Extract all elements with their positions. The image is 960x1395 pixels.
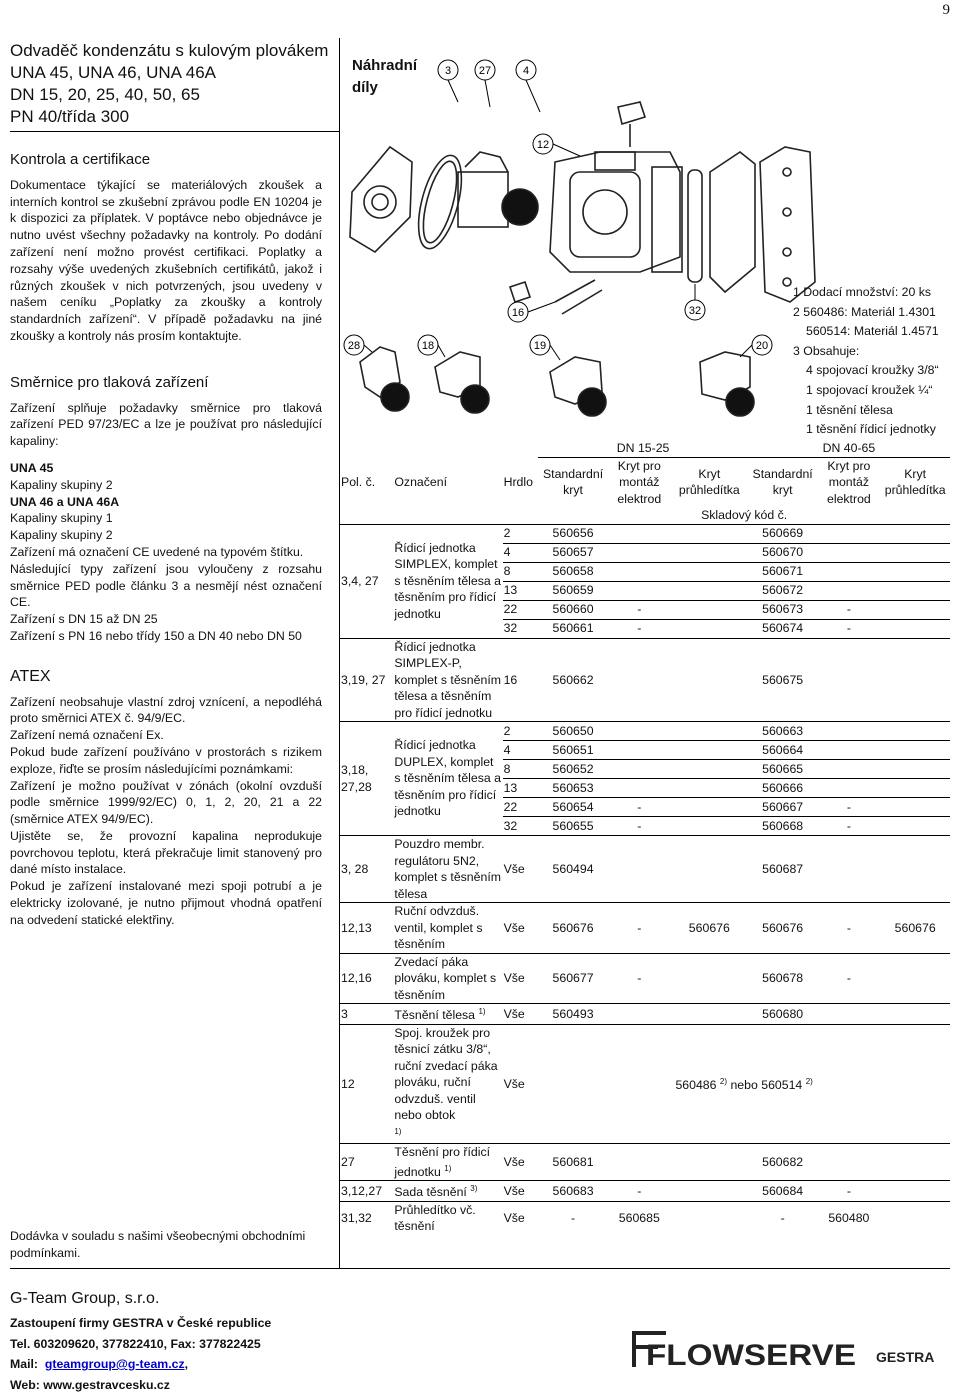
code-cell <box>817 562 880 581</box>
code-cell <box>608 760 671 779</box>
code-cell <box>671 798 748 817</box>
spare-parts-heading: Náhradní díly <box>352 55 432 99</box>
code-cell: - <box>817 1181 880 1202</box>
code-cell: 560650 <box>538 722 608 741</box>
neck-cell: 13 <box>503 779 539 798</box>
code-cell <box>880 1201 950 1235</box>
code-cell: - <box>608 817 671 836</box>
code-cell: - <box>817 903 880 954</box>
code-cell: 560652 <box>538 760 608 779</box>
fluid-group: Kapaliny skupiny 1 <box>10 510 322 527</box>
code-cell <box>880 638 950 722</box>
flowserve-logo: FLOWSERVE <box>646 1339 856 1372</box>
code-cell: 560677 <box>538 953 608 1004</box>
note-line: 1 těsnění tělesa <box>793 401 939 421</box>
atex-text: Zařízení je možno používat v zónách (okolní ovzduší podle směrnice 1999/92/EC) 0, 1, 2, 20, 21 a 22 (směrnice ATEX 94/9/EC). <box>10 778 322 828</box>
code-cell <box>880 1144 950 1181</box>
code-cell <box>817 760 880 779</box>
code-cell <box>880 836 950 903</box>
header-cell: Kryt průhledítka <box>880 457 950 507</box>
code-cell: - <box>538 1201 608 1235</box>
code-cell: 560493 <box>538 1004 608 1025</box>
note-line: 1 spojovací kroužek ¼“ <box>793 381 939 401</box>
neck-cell: 8 <box>503 562 539 581</box>
position-cell: 12,13 <box>340 903 393 954</box>
code-cell: 560657 <box>538 543 608 562</box>
header-cell: Pol. č. <box>340 457 393 507</box>
code-cell: 560662 <box>538 638 608 722</box>
diagram-label: 3 <box>445 65 451 77</box>
code-cell: 560674 <box>748 619 818 638</box>
footer-company: G-Team Group, s.r.o. <box>10 1290 159 1308</box>
note-line: 2 560486: Materiál 1.4301 <box>793 303 939 323</box>
code-cell <box>817 581 880 600</box>
code-cell <box>608 779 671 798</box>
code-cell: 560656 <box>538 524 608 543</box>
code-cell: 560676 <box>880 903 950 954</box>
pn-range-text: Zařízení s PN 16 nebo třídy 150 a DN 40 nebo DN 50 <box>10 628 322 645</box>
code-cell <box>817 1144 880 1181</box>
table-row <box>340 953 950 1004</box>
designation-cell <box>393 722 502 836</box>
dn-range-text: Zařízení s DN 15 až DN 25 <box>10 611 322 628</box>
code-cell: - <box>817 600 880 619</box>
code-cell <box>671 1181 748 1202</box>
code-cell <box>880 600 950 619</box>
footnote-ref: 1) <box>478 1007 485 1016</box>
footnote-ref: 3) <box>470 1184 477 1193</box>
code-cell: - <box>817 953 880 1004</box>
code-cell <box>671 619 748 638</box>
code-cell: 560681 <box>538 1144 608 1181</box>
code-cell: 560654 <box>538 798 608 817</box>
designation-cell <box>393 903 502 954</box>
page-number: 9 <box>943 2 951 19</box>
control-heading: Kontrola a certifikace <box>10 152 322 169</box>
neck-cell: Vše <box>503 1181 539 1202</box>
position-cell: 3,18, 27,28 <box>340 722 393 836</box>
atex-text: Ujistěte se, že provozní kapalina neprodukuje povrchovou teplotu, která překračuje limit stanovený pro dané místo instalace. <box>10 828 322 878</box>
code-cell <box>817 722 880 741</box>
code-cell: 560658 <box>538 562 608 581</box>
neck-cell: 16 <box>503 638 539 722</box>
table-row <box>340 836 950 903</box>
code-cell: 560668 <box>748 817 818 836</box>
mail-label: Mail: <box>10 1357 38 1371</box>
atex-heading: ATEX <box>10 669 322 686</box>
header-cell: Standardní kryt <box>538 457 608 507</box>
designation-text: Řídicí jednotka DUPLEX, komplet s těsněním tělesa a těsněním pro řídicí jednotku <box>394 738 501 818</box>
code-text: 560486 <box>675 1078 716 1092</box>
code-cell <box>671 722 748 741</box>
code-cell <box>608 741 671 760</box>
code-cell <box>608 581 671 600</box>
code-cell: 560667 <box>748 798 818 817</box>
designation-cell <box>393 1144 502 1181</box>
footer-mail-line: Mail: gteamgroup@g-team.cz, <box>10 1354 271 1375</box>
table-row <box>340 1024 950 1144</box>
table-header-row <box>340 440 950 457</box>
header-cell: Kryt pro montáž elektrod <box>817 457 880 507</box>
position-cell: 3 <box>340 1004 393 1025</box>
code-cell: 560665 <box>748 760 818 779</box>
atex-text: Pokud bude zařízení používáno v prostorách s rizikem exploze, řiďte se prosím následujícími poznámkami: <box>10 744 322 778</box>
diagram-label: 32 <box>689 305 701 317</box>
neck-cell: Vše <box>503 1004 539 1025</box>
neck-cell: 13 <box>503 581 539 600</box>
code-cell: 560676 <box>748 903 818 954</box>
code-cell <box>608 562 671 581</box>
code-cell <box>671 1201 748 1235</box>
designation-cell <box>393 638 502 722</box>
code-cell <box>671 581 748 600</box>
code-cell: 560673 <box>748 600 818 619</box>
designation-text: Zvedací páka plováku, komplet s těsněním <box>394 955 496 1002</box>
footer-divider <box>10 1268 950 1269</box>
code-cell: - <box>608 619 671 638</box>
code-cell: - <box>817 619 880 638</box>
fluid-group: Kapaliny skupiny 2 <box>10 477 322 494</box>
code-cell: 560666 <box>748 779 818 798</box>
code-cell <box>817 524 880 543</box>
designation-text: Řídicí jednotka SIMPLEX-P, komplet s těsněním tělesa a těsněním pro řídicí jednotku <box>394 640 501 720</box>
code-cell <box>880 798 950 817</box>
footer-web[interactable]: Web: www.gestravcesku.cz <box>10 1375 271 1395</box>
code-cell <box>608 524 671 543</box>
designation-cell <box>393 1201 502 1235</box>
header-spacer <box>340 507 538 524</box>
footer-rep: Zastoupení firmy GESTRA v České republice <box>10 1313 271 1334</box>
code-cell: 560676 <box>538 903 608 954</box>
code-cell: 560685 <box>608 1201 671 1235</box>
designation-text: Těsnění tělesa <box>394 1008 475 1022</box>
table-row <box>340 722 950 741</box>
table-row <box>340 1144 950 1181</box>
code-cell <box>671 817 748 836</box>
code-cell <box>608 1004 671 1025</box>
code-cell: 560664 <box>748 741 818 760</box>
mail-link[interactable]: gteamgroup@g-team.cz <box>45 1357 185 1371</box>
code-cell: - <box>748 1201 818 1235</box>
designation-text: Ruční odvzduš. ventil, komplet s těsněním <box>394 904 482 951</box>
neck-cell: Vše <box>503 1144 539 1181</box>
stock-code-header: Skladový kód č. <box>538 507 950 524</box>
neck-cell: 2 <box>503 524 539 543</box>
diagram-label: 19 <box>534 340 546 352</box>
neck-cell: Vše <box>503 1201 539 1235</box>
footnote-ref: 2) <box>720 1077 727 1086</box>
table-row <box>340 524 950 543</box>
note-line: 3 Obsahuje: <box>793 342 939 362</box>
code-cell: 560671 <box>748 562 818 581</box>
neck-cell: 2 <box>503 722 539 741</box>
code-cell: - <box>608 798 671 817</box>
atex-text: Zařízení nemá označení Ex. <box>10 727 322 744</box>
title-line: DN 15, 20, 25, 40, 50, 65 <box>10 84 340 106</box>
code-cell <box>880 562 950 581</box>
code-cell: 560660 <box>538 600 608 619</box>
code-cell: 560683 <box>538 1181 608 1202</box>
table-row <box>340 638 950 722</box>
code-cell <box>880 741 950 760</box>
note-line: 1 těsnění řídicí jednotky <box>793 420 939 440</box>
code-cell <box>880 760 950 779</box>
designation-text: Těsnění pro řídicí jednotku <box>394 1145 490 1179</box>
table-row <box>340 1181 950 1202</box>
code-cell: 560687 <box>748 836 818 903</box>
footnote-ref: 1) <box>394 1127 401 1136</box>
position-cell: 12,16 <box>340 953 393 1004</box>
position-cell: 31,32 <box>340 1201 393 1235</box>
code-cell <box>671 600 748 619</box>
diagram-label: 20 <box>756 340 768 352</box>
neck-cell: 32 <box>503 817 539 836</box>
code-cell: 560653 <box>538 779 608 798</box>
directive-heading: Směrnice pro tlaková zařízení <box>10 375 322 392</box>
merged-code-cell <box>538 1024 950 1144</box>
code-cell <box>880 581 950 600</box>
code-cell <box>671 953 748 1004</box>
code-cell: 560675 <box>748 638 818 722</box>
neck-cell: Vše <box>503 836 539 903</box>
diagram-label: 16 <box>512 307 524 319</box>
code-cell <box>880 543 950 562</box>
code-cell <box>880 1181 950 1202</box>
code-cell <box>671 779 748 798</box>
code-cell <box>608 1144 671 1181</box>
gestra-logo: GESTRA <box>876 1349 934 1365</box>
code-cell: 560684 <box>748 1181 818 1202</box>
table-row <box>340 1201 950 1235</box>
designation-cell <box>393 836 502 903</box>
note-line: 560514: Materiál 1.4571 <box>793 322 939 342</box>
code-cell: - <box>817 817 880 836</box>
excluded-text: Následující typy zařízení jsou vyloučeny z rozsahu směrnice PED podle článku 3 a nesmějí nést označení CE. <box>10 561 322 611</box>
neck-cell: 22 <box>503 600 539 619</box>
code-cell <box>671 1004 748 1025</box>
title-line: Odvaděč kondenzátu s kulovým plovákem <box>10 40 340 62</box>
code-cell: 560494 <box>538 836 608 903</box>
title-divider <box>10 131 340 132</box>
code-cell: 560669 <box>748 524 818 543</box>
header-cell: Kryt pro montáž elektrod <box>608 457 671 507</box>
neck-cell: Vše <box>503 953 539 1004</box>
atex-text: Pokud je zařízení instalované mezi spoji potrubí a je elektricky izolované, je nutno přijmout vhodná opatření na odvedení statické elektřiny. <box>10 878 322 928</box>
code-cell: 560655 <box>538 817 608 836</box>
position-cell: 27 <box>340 1144 393 1181</box>
footnote-ref: 2) <box>806 1077 813 1086</box>
title-line: PN 40/třída 300 <box>10 106 340 128</box>
header-cell: Kryt průhledítka <box>671 457 748 507</box>
code-cell: 560670 <box>748 543 818 562</box>
footer-phone: Tel. 603209620, 377822410, Fax: 377822425 <box>10 1334 271 1355</box>
neck-cell: 32 <box>503 619 539 638</box>
designation-text: Sada těsnění <box>394 1185 466 1199</box>
diagram-label: 18 <box>422 340 434 352</box>
code-cell <box>817 1004 880 1025</box>
designation-cell <box>393 1181 502 1202</box>
code-cell <box>880 953 950 1004</box>
designation-cell <box>393 953 502 1004</box>
footer-contact <box>10 1313 271 1395</box>
code-cell <box>880 779 950 798</box>
note-line: 4 spojovací kroužky 3/8“ <box>793 361 939 381</box>
code-cell: - <box>608 1181 671 1202</box>
designation-text: Spoj. kroužek pro těsnicí zátku 3/8“, ruční zvedací páka plováku, ruční odvzduš. ventil nebo obtok <box>394 1026 497 1123</box>
code-cell <box>880 619 950 638</box>
code-cell <box>671 524 748 543</box>
control-text: Dokumentace týkající se materiálových zkoušek a interních kontrol se zkušební zprávou podle EN 10204 je k dispozici za příplatek. V poptávce nebo objednávce je nutno uvést všechny požadavky na kontroly. Po dodání zařízení není možno provést certifikaci. Poplatky a rozsahy výše uvedených zkušebních certifikátů, jakož i různých zkoušek v nich potvrzených, jsou uvedeny v našem ceníku „Poplatky za zkoušky a kontroly standardních zařízení“. V případě požadavku na jiné zkoušky a kontroly nás prosím kontaktujte. <box>10 177 322 345</box>
code-cell <box>671 836 748 903</box>
directive-intro: Zařízení splňuje požadavky směrnice pro tlaková zařízení PED 97/23/EC a lze je používat pro následující kapaliny: <box>10 400 322 450</box>
position-cell: 3,12,27 <box>340 1181 393 1202</box>
code-cell: 560659 <box>538 581 608 600</box>
code-cell: 560676 <box>671 903 748 954</box>
delivery-terms: Dodávka v souladu s našimi všeobecnými obchodními podmínkami. <box>10 1228 320 1262</box>
code-cell: 560661 <box>538 619 608 638</box>
code-cell <box>608 722 671 741</box>
title-line: UNA 45, UNA 46, UNA 46A <box>10 62 340 84</box>
code-cell <box>817 741 880 760</box>
product-una45: UNA 45 <box>10 461 53 475</box>
neck-cell: 4 <box>503 543 539 562</box>
code-cell <box>880 722 950 741</box>
footnote-ref: 1) <box>444 1164 451 1173</box>
code-cell: 560480 <box>817 1201 880 1235</box>
header-spacer <box>340 440 538 457</box>
code-cell: - <box>608 953 671 1004</box>
ce-mark-text: Zařízení má označení CE uvedené na typovém štítku. <box>10 544 322 561</box>
position-cell: 12 <box>340 1024 393 1144</box>
code-cell <box>880 524 950 543</box>
code-cell: 560663 <box>748 722 818 741</box>
fluid-group: Kapaliny skupiny 2 <box>10 527 322 544</box>
diagram-label: 4 <box>523 65 529 77</box>
neck-cell: Vše <box>503 1024 539 1144</box>
designation-cell <box>393 1024 502 1144</box>
code-cell <box>671 543 748 562</box>
designation-text: Pouzdro membr. regulátoru 5N2, komplet s těsněním tělesa <box>394 837 501 901</box>
neck-cell: 8 <box>503 760 539 779</box>
code-cell <box>608 543 671 562</box>
note-line: 1 Dodací množství: 20 ks <box>793 283 939 303</box>
code-text: nebo 560514 <box>727 1078 802 1092</box>
code-cell: - <box>817 798 880 817</box>
header-cell: Hrdlo <box>503 457 539 507</box>
position-cell: 3,4, 27 <box>340 524 393 638</box>
atex-text: Zařízení neobsahuje vlastní zdroj vznícení, a nepodléhá proto směrnici ATEX č. 94/9/EC. <box>10 694 322 728</box>
designation-cell <box>393 524 502 638</box>
header-cell: Označení <box>393 457 502 507</box>
spare-parts-table <box>340 440 950 1235</box>
code-cell: 560682 <box>748 1144 818 1181</box>
diagram-label: 12 <box>537 139 549 151</box>
code-cell <box>817 543 880 562</box>
designation-text: Řídicí jednotka SIMPLEX, komplet s těsněním tělesa a těsněním pro řídicí jednotku <box>394 541 501 621</box>
code-cell: - <box>608 600 671 619</box>
diagram-label: 27 <box>479 65 491 77</box>
code-cell <box>880 1004 950 1025</box>
header-group: DN 40-65 <box>748 440 950 457</box>
code-cell <box>671 1144 748 1181</box>
table-row <box>340 1004 950 1025</box>
table-row <box>340 903 950 954</box>
code-cell <box>671 638 748 722</box>
code-cell <box>671 562 748 581</box>
flowserve-gestra-logo <box>626 1325 946 1383</box>
code-cell: 560680 <box>748 1004 818 1025</box>
code-cell <box>608 638 671 722</box>
document-title <box>10 40 340 128</box>
code-cell <box>817 638 880 722</box>
code-cell: 560672 <box>748 581 818 600</box>
neck-cell: 4 <box>503 741 539 760</box>
neck-cell: 22 <box>503 798 539 817</box>
code-cell <box>817 836 880 903</box>
header-cell: Standardní kryt <box>748 457 818 507</box>
table-header-row <box>340 507 950 524</box>
code-cell: 560651 <box>538 741 608 760</box>
designation-text: Průhledítko vč. těsnění <box>394 1203 475 1234</box>
position-cell: 3, 28 <box>340 836 393 903</box>
code-cell <box>671 760 748 779</box>
code-cell <box>671 741 748 760</box>
code-cell <box>817 779 880 798</box>
delivery-notes <box>793 283 939 440</box>
designation-cell <box>393 1004 502 1025</box>
position-cell: 3,19, 27 <box>340 638 393 722</box>
code-cell: - <box>608 903 671 954</box>
code-cell <box>608 836 671 903</box>
product-una46: UNA 46 a UNA 46A <box>10 495 119 509</box>
code-cell <box>880 817 950 836</box>
table-header-row <box>340 457 950 507</box>
diagram-label: 28 <box>348 340 360 352</box>
left-column <box>10 152 322 929</box>
neck-cell: Vše <box>503 903 539 954</box>
header-group: DN 15-25 <box>538 440 748 457</box>
code-cell: 560678 <box>748 953 818 1004</box>
